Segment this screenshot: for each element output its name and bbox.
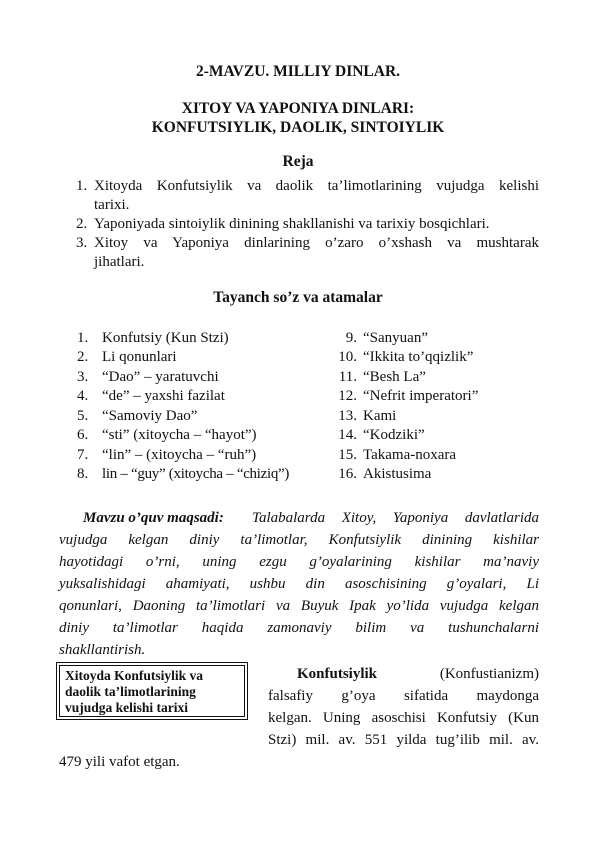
- subtitle-line-1: XITOY VA YAPONIYA DINLARI:: [181, 100, 415, 117]
- body-line: Stzi) mil. av. 551 yilda tug’ilib mil. av.: [268, 732, 539, 748]
- term-number: 9.: [345, 330, 357, 346]
- term-number: 4.: [77, 388, 89, 404]
- goal-line: diniy ta’limotlar haqida zamonaviy bilim va tushunchalarni: [59, 620, 539, 636]
- terms-heading: Tayanch so’z va atamalar: [213, 289, 383, 306]
- goal-line: yuksalishidagi ahamiyati, ushbu din asoschisining g’oyalari, Li: [59, 576, 539, 592]
- plan-item-1-line-1: Xitoyda Konfutsiylik va daolik ta’limotlarining vujudga kelishi: [94, 178, 539, 194]
- term-number: 16.: [338, 466, 357, 482]
- goal-line: shakllantirish.: [59, 642, 146, 658]
- body-first-rest: (Konfustianizm): [439, 666, 539, 682]
- term-text: “Ikkita to’qqizlik”: [363, 349, 474, 365]
- term-text: “Kodziki”: [363, 427, 425, 443]
- term-number: 10.: [338, 349, 357, 365]
- page-title: 2-MAVZU. MILLIY DINLAR.: [195, 63, 401, 80]
- term-text: lin – “guy” (xitoycha – “chiziq”): [102, 466, 290, 482]
- body-line: 479 yili vafot etgan.: [59, 754, 180, 770]
- term-number: 2.: [77, 349, 89, 365]
- goal-line: qonunlari, Daoning ta’limotlari va Buyuk Ipak yo’lida vujudga kelgan: [59, 598, 539, 614]
- body-line: falsafiy g’oya sifatida maydonga: [268, 688, 539, 704]
- term-text: “Samoviy Dao”: [102, 408, 198, 424]
- plan-item-2-line-1: Yaponiyada sintoiylik dinining shakllanishi va tarixiy bosqichlari.: [94, 216, 490, 232]
- plan-item-2-number: 2.: [76, 216, 88, 232]
- term-text: “Dao” – yaratuvchi: [102, 369, 219, 385]
- term-number: 14.: [338, 427, 357, 443]
- term-number: 15.: [338, 447, 357, 463]
- goal-line: Talabalarda Xitoy, Yaponiya davlatlarida: [252, 510, 539, 526]
- term-number: 1.: [77, 330, 89, 346]
- term-text: “de” – yaxshi fazilat: [102, 388, 225, 404]
- term-text: “Besh La”: [363, 369, 426, 385]
- term-number: 8.: [77, 466, 89, 482]
- term-text: “Sanyuan”: [363, 330, 428, 346]
- term-text: Takama-noxara: [363, 447, 457, 463]
- term-text: “Nefrit imperatori”: [363, 388, 479, 404]
- term-number: 13.: [338, 408, 357, 424]
- body-bold-term: Konfutsiylik: [297, 666, 378, 682]
- term-number: 3.: [77, 369, 89, 385]
- term-text: Akistusima: [363, 466, 432, 482]
- subtitle-line-2: KONFUTSIYLIK, DAOLIK, SINTOIYLIK: [151, 119, 445, 136]
- sidebox-line: daolik ta’limotlarining: [65, 684, 196, 699]
- term-number: 12.: [338, 388, 357, 404]
- section-sidebox: [59, 665, 245, 717]
- term-text: Kami: [363, 408, 397, 424]
- plan-item-1-line-2: tarixi.: [94, 197, 130, 213]
- plan-item-1-number: 1.: [76, 178, 88, 194]
- goal-label: Mavzu o’quv maqsadi:: [83, 510, 224, 526]
- term-text: Li qonunlari: [102, 349, 177, 365]
- term-text: “sti” (xitoycha – “hayot”): [102, 427, 257, 443]
- goal-line: hayotidagi o’rni, uning ezgu g’oyalarining kishilar ma’naviy: [59, 554, 539, 570]
- plan-item-3-line-2: jihatlari.: [94, 254, 145, 270]
- body-line: kelgan. Uning asoschisi Konfutsiy (Kun: [268, 710, 539, 726]
- sidebox-line: Xitoyda Konfutsiylik va: [65, 668, 204, 683]
- term-number: 6.: [77, 427, 89, 443]
- goal-line: vujudga kelgan diniy ta’limotlar, Konfutsiylik dinining kishilar: [59, 532, 539, 548]
- plan-item-3-number: 3.: [76, 235, 88, 251]
- term-number: 5.: [77, 408, 89, 424]
- plan-item-3-line-1: Xitoy va Yaponiya dinlarining o’zaro o’xshash va mushtarak: [94, 235, 539, 251]
- term-text: “lin” – (xitoycha – “ruh”): [102, 447, 257, 463]
- term-number: 7.: [77, 447, 89, 463]
- sidebox-line: vujudga kelishi tarixi: [65, 700, 189, 715]
- reja-heading: Reja: [282, 153, 314, 170]
- term-text: Konfutsiy (Kun Stzi): [102, 330, 229, 346]
- term-number: 11.: [338, 369, 357, 385]
